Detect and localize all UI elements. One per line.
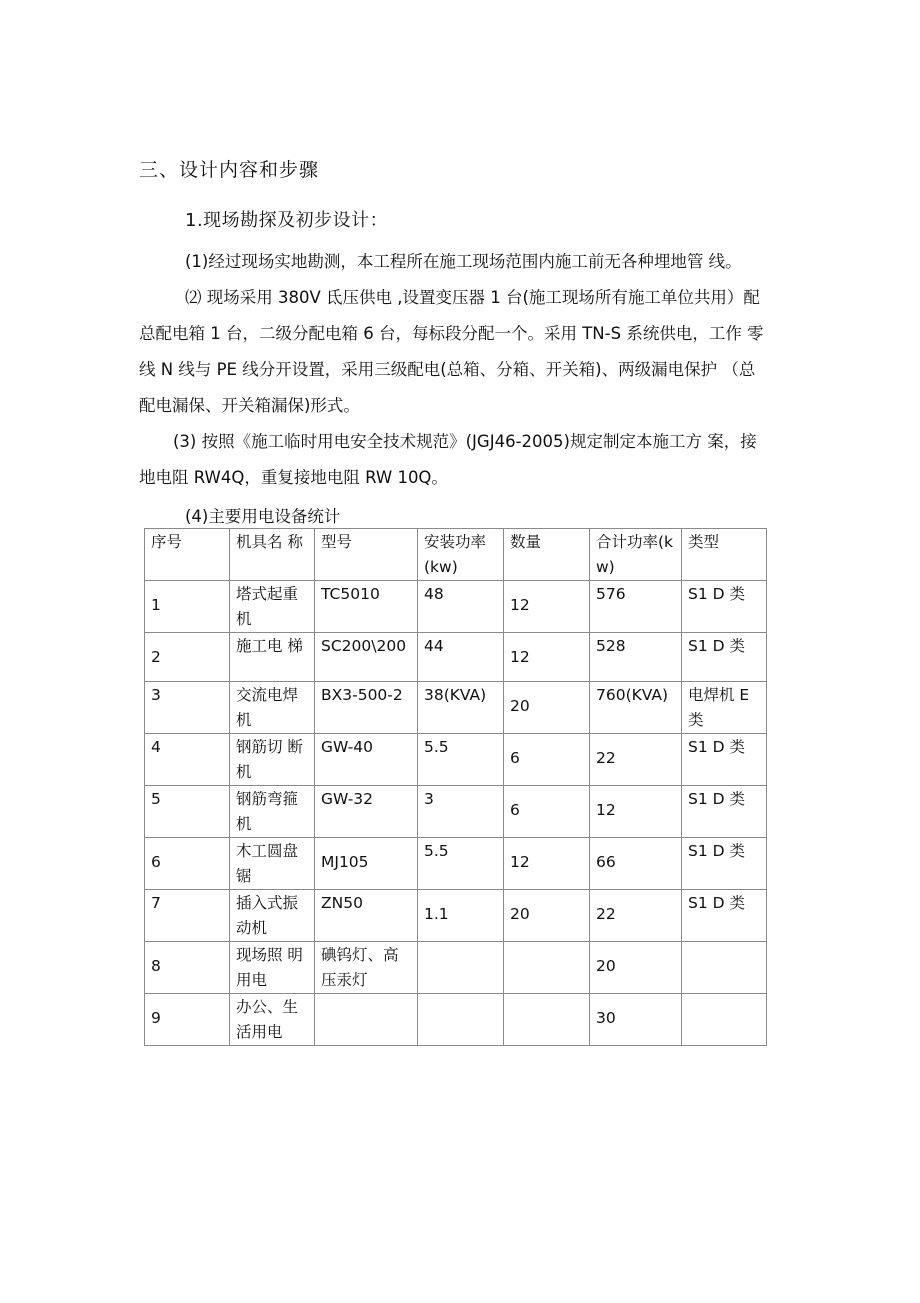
header-cell: 型号 xyxy=(315,529,418,581)
paragraph-1: (1)经过现场实地勘测，本工程所在施工现场范围内施工前无各种埋地管 线。 xyxy=(185,252,742,271)
table-cell: 48 xyxy=(418,581,504,633)
table-cell: 12 xyxy=(590,786,682,838)
table-cell: S1 D 类 xyxy=(682,838,767,890)
table-cell xyxy=(504,994,590,1046)
table-cell xyxy=(504,942,590,994)
table-cell xyxy=(682,994,767,1046)
header-cell: 机具名 称 xyxy=(230,529,315,581)
table-cell: S1 D 类 xyxy=(682,786,767,838)
table-cell: 5.5 xyxy=(418,838,504,890)
table-cell: 9 xyxy=(145,994,230,1046)
paragraph-2-line-4: 配电漏保、开关箱漏保)形式。 xyxy=(139,396,360,415)
paragraph-2-line-3: 线 N 线与 PE 线分开设置，采用三级配电(总箱、分箱、开关箱)、两级漏电保护 （总 xyxy=(139,360,756,379)
table-cell: 办公、生活用电 xyxy=(230,994,315,1046)
table-cell: GW-40 xyxy=(315,734,418,786)
table-cell: 2 xyxy=(145,633,230,682)
table-cell: GW-32 xyxy=(315,786,418,838)
table-cell: 30 xyxy=(590,994,682,1046)
table-cell: MJ105 xyxy=(315,838,418,890)
table-cell: 3 xyxy=(418,786,504,838)
section-title: 三、设计内容和步骤 xyxy=(139,159,320,181)
header-cell: 数量 xyxy=(504,529,590,581)
table-row xyxy=(145,581,767,633)
table-cell: 12 xyxy=(504,581,590,633)
table-cell: 12 xyxy=(504,633,590,682)
table-row xyxy=(145,682,767,734)
table-cell: 3 xyxy=(145,682,230,734)
table-cell: 760(KVA) xyxy=(590,682,682,734)
table-cell: SC200\200 xyxy=(315,633,418,682)
header-cell: 序号 xyxy=(145,529,230,581)
paragraph-3 xyxy=(139,424,784,496)
table-cell: 塔式起重机 xyxy=(230,581,315,633)
table-caption: (4)主要用电设备统计 xyxy=(185,507,341,526)
subsection-title: 1.现场勘探及初步设计： xyxy=(185,210,389,231)
table-cell: 528 xyxy=(590,633,682,682)
table-row xyxy=(145,734,767,786)
table-row xyxy=(145,633,767,682)
table-cell xyxy=(418,994,504,1046)
table-cell: 6 xyxy=(145,838,230,890)
table-cell: 4 xyxy=(145,734,230,786)
table-cell: 施工电 梯 xyxy=(230,633,315,682)
paragraph-2 xyxy=(139,280,784,424)
table-cell: S1 D 类 xyxy=(682,633,767,682)
table-cell: 电焊机 E 类 xyxy=(682,682,767,734)
table-cell: 8 xyxy=(145,942,230,994)
table-cell: 7 xyxy=(145,890,230,942)
table-cell: 6 xyxy=(504,786,590,838)
table-row xyxy=(145,890,767,942)
table-cell: 5 xyxy=(145,786,230,838)
table-cell: S1 D 类 xyxy=(682,734,767,786)
table-row xyxy=(145,838,767,890)
table-cell: 20 xyxy=(590,942,682,994)
table-cell: 12 xyxy=(504,838,590,890)
table-cell: S1 D 类 xyxy=(682,890,767,942)
table-cell: 钢筋弯箍机 xyxy=(230,786,315,838)
header-cell: 安装功率(kw) xyxy=(418,529,504,581)
table-cell: 碘钨灯、高压汞灯 xyxy=(315,942,418,994)
table-cell: 钢筋切 断机 xyxy=(230,734,315,786)
table-cell: 38(KVA) xyxy=(418,682,504,734)
table-cell: S1 D 类 xyxy=(682,581,767,633)
table-cell: 5.5 xyxy=(418,734,504,786)
table-cell xyxy=(315,994,418,1046)
table-cell: 6 xyxy=(504,734,590,786)
header-cell: 类型 xyxy=(682,529,767,581)
paragraph-3-line-2: 地电阻 RW4Q，重复接地电阻 RW 10Q。 xyxy=(139,468,448,487)
paragraph-2-line-1: ⑵ 现场采用 380V 氐压供电 ,设置变压器 1 台(施工现场所有施工单位共用）配 xyxy=(185,288,760,307)
table-cell xyxy=(682,942,767,994)
table-cell: 1.1 xyxy=(418,890,504,942)
table-cell: 66 xyxy=(590,838,682,890)
table-row xyxy=(145,994,767,1046)
equipment-table xyxy=(144,528,767,1046)
table-cell: BX3-500-2 xyxy=(315,682,418,734)
table-cell: 44 xyxy=(418,633,504,682)
table-cell: 木工圆盘锯 xyxy=(230,838,315,890)
table-cell: 576 xyxy=(590,581,682,633)
table-cell: TC5010 xyxy=(315,581,418,633)
table-cell: 交流电焊机 xyxy=(230,682,315,734)
paragraph-3-line-1: (3) 按照《施工临时用电安全技术规范》(JGJ46-2005)规定制定本施工方 案，接 xyxy=(173,432,757,451)
table-cell: 20 xyxy=(504,682,590,734)
table-header-row xyxy=(145,529,767,581)
table-cell: 现场照 明用电 xyxy=(230,942,315,994)
table-cell: 1 xyxy=(145,581,230,633)
paragraph-2-line-2: 总配电箱 1 台，二级分配电箱 6 台，每标段分配一个。采用 TN-S 系统供电，工作 零 xyxy=(139,324,764,343)
table-cell: 22 xyxy=(590,890,682,942)
header-cell: 合计功率(kw) xyxy=(590,529,682,581)
table-row xyxy=(145,786,767,838)
table-cell: 插入式振动机 xyxy=(230,890,315,942)
table-cell xyxy=(418,942,504,994)
table-row xyxy=(145,942,767,994)
table-cell: ZN50 xyxy=(315,890,418,942)
table-cell: 22 xyxy=(590,734,682,786)
table-cell: 20 xyxy=(504,890,590,942)
